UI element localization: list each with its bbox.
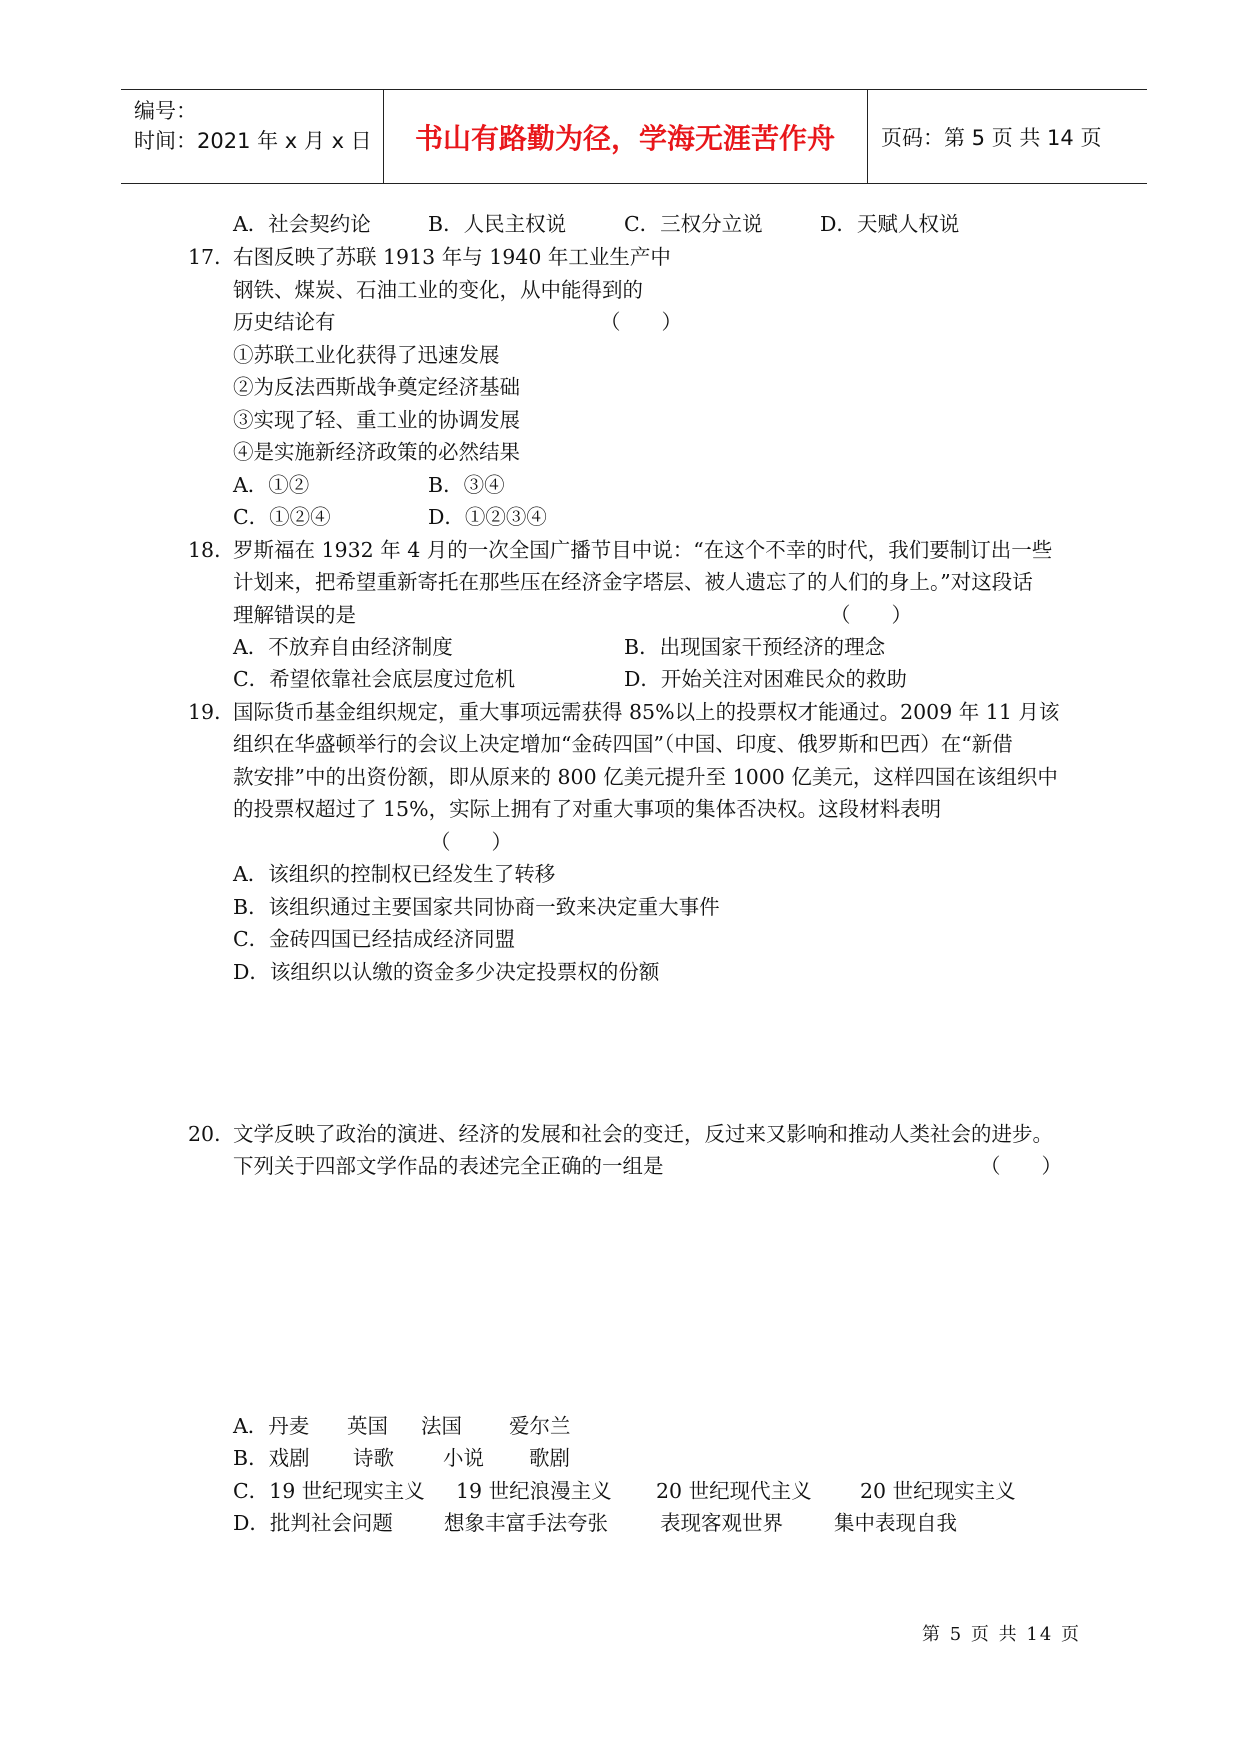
option-a: A．丹麦	[233, 1414, 310, 1438]
option-d: D．开始关注对困难民众的救助	[624, 667, 907, 691]
question-number: 18．	[188, 538, 235, 562]
option-a: A．①②	[233, 473, 310, 497]
question-text: 的投票权超过了 15%，实际上拥有了对重大事项的集体否决权。这段材料表明	[233, 797, 942, 821]
question-number: 17．	[188, 245, 235, 269]
option-d-col: 想象丰富手法夸张	[444, 1511, 608, 1535]
option-c-col: 19 世纪浪漫主义	[456, 1479, 612, 1503]
answer-bracket: （ ）	[980, 1154, 1062, 1178]
option-c-col: 20 世纪现代主义	[656, 1479, 812, 1503]
option-d: D．批判社会问题	[233, 1511, 393, 1535]
option-a-col: 爱尔兰	[509, 1414, 571, 1438]
question-text: 右图反映了苏联 1913 年与 1940 年工业生产中	[233, 245, 671, 269]
option-c: C．希望依靠社会底层度过危机	[233, 667, 516, 691]
page-footer: 第 5 页 共 14 页	[922, 1624, 1081, 1645]
option-c: C．①②④	[233, 505, 331, 529]
question-text: 罗斯福在 1932 年 4 月的一次全国广播节目中说：“在这个不幸的时代，我们要制订出一些	[233, 538, 1053, 562]
option-a: A．不放弃自由经济制度	[233, 635, 453, 659]
option-d-col: 表现客观世界	[660, 1511, 783, 1535]
option-c: C．19 世纪现实主义	[233, 1479, 425, 1503]
option-b-col: 小说	[443, 1446, 484, 1470]
answer-bracket: （ ）	[430, 830, 512, 854]
question-text: 钢铁、煤炭、石油工业的变化，从中能得到的	[233, 278, 643, 302]
statement-item: ②为反法西斯战争奠定经济基础	[233, 375, 520, 399]
page-header	[121, 89, 1147, 184]
question-text: 款安排”中的出资份额，即从原来的 800 亿美元提升至 1000 亿美元，这样四国在该组织中	[233, 765, 1058, 789]
header-motto: 书山有路勤为径，学海无涯苦作舟	[414, 121, 835, 155]
statement-item: ③实现了轻、重工业的协调发展	[233, 408, 520, 432]
option-d: D．①②③④	[428, 505, 547, 529]
option-c-col: 20 世纪现实主义	[860, 1479, 1016, 1503]
question-text: 计划来，把希望重新寄托在那些压在经济金字塔层、被人遗忘了的人们的身上。”对这段话	[233, 570, 1033, 594]
question-text: 理解错误的是	[233, 603, 356, 627]
option-d: D．该组织以认缴的资金多少决定投票权的份额	[233, 960, 660, 984]
question-text: 下列关于四部文学作品的表述完全正确的一组是	[233, 1154, 664, 1178]
option-c: C．三权分立说	[624, 212, 763, 236]
header-time: 时间：2021 年 x 月 x 日	[134, 129, 372, 153]
option-a: A．社会契约论	[233, 212, 371, 236]
option-a-col: 英国	[347, 1414, 388, 1438]
option-d-col: 集中表现自我	[834, 1511, 957, 1535]
option-b: B．人民主权说	[428, 212, 567, 236]
question-text: 文学反映了政治的演进、经济的发展和社会的变迁，反过来又影响和推动人类社会的进步。	[233, 1122, 1053, 1146]
question-text: 组织在华盛顿举行的会议上决定增加“金砖四国”（中国、印度、俄罗斯和巴西）在“新借	[233, 732, 1013, 756]
answer-bracket: （ ）	[600, 310, 682, 334]
option-a: A．该组织的控制权已经发生了转移	[233, 862, 556, 886]
option-b: B．③④	[428, 473, 505, 497]
header-divider	[867, 90, 868, 183]
option-b-col: 诗歌	[353, 1446, 394, 1470]
header-number: 编号：	[134, 99, 197, 123]
statement-item: ④是实施新经济政策的必然结果	[233, 440, 520, 464]
option-c: C．金砖四国已经拮成经济同盟	[233, 927, 516, 951]
option-b: B．出现国家干预经济的理念	[624, 635, 886, 659]
answer-bracket: （ ）	[830, 603, 912, 627]
option-a-col: 法国	[421, 1414, 462, 1438]
question-text: 历史结论有	[233, 310, 336, 334]
question-number: 20．	[188, 1122, 235, 1146]
option-d: D．天赋人权说	[820, 212, 960, 236]
option-b-col: 歌剧	[529, 1446, 570, 1470]
option-b: B．该组织通过主要国家共同协商一致来决定重大事件	[233, 895, 720, 919]
header-page-number: 页码：第 5 页 共 14 页	[881, 125, 1102, 150]
option-b: B．戏剧	[233, 1446, 310, 1470]
header-meta	[134, 96, 372, 156]
question-text: 国际货币基金组织规定，重大事项远需获得 85%以上的投票权才能通过。2009 年 11 月该	[233, 700, 1060, 724]
question-number: 19．	[188, 700, 235, 724]
statement-item: ①苏联工业化获得了迅速发展	[233, 343, 500, 367]
